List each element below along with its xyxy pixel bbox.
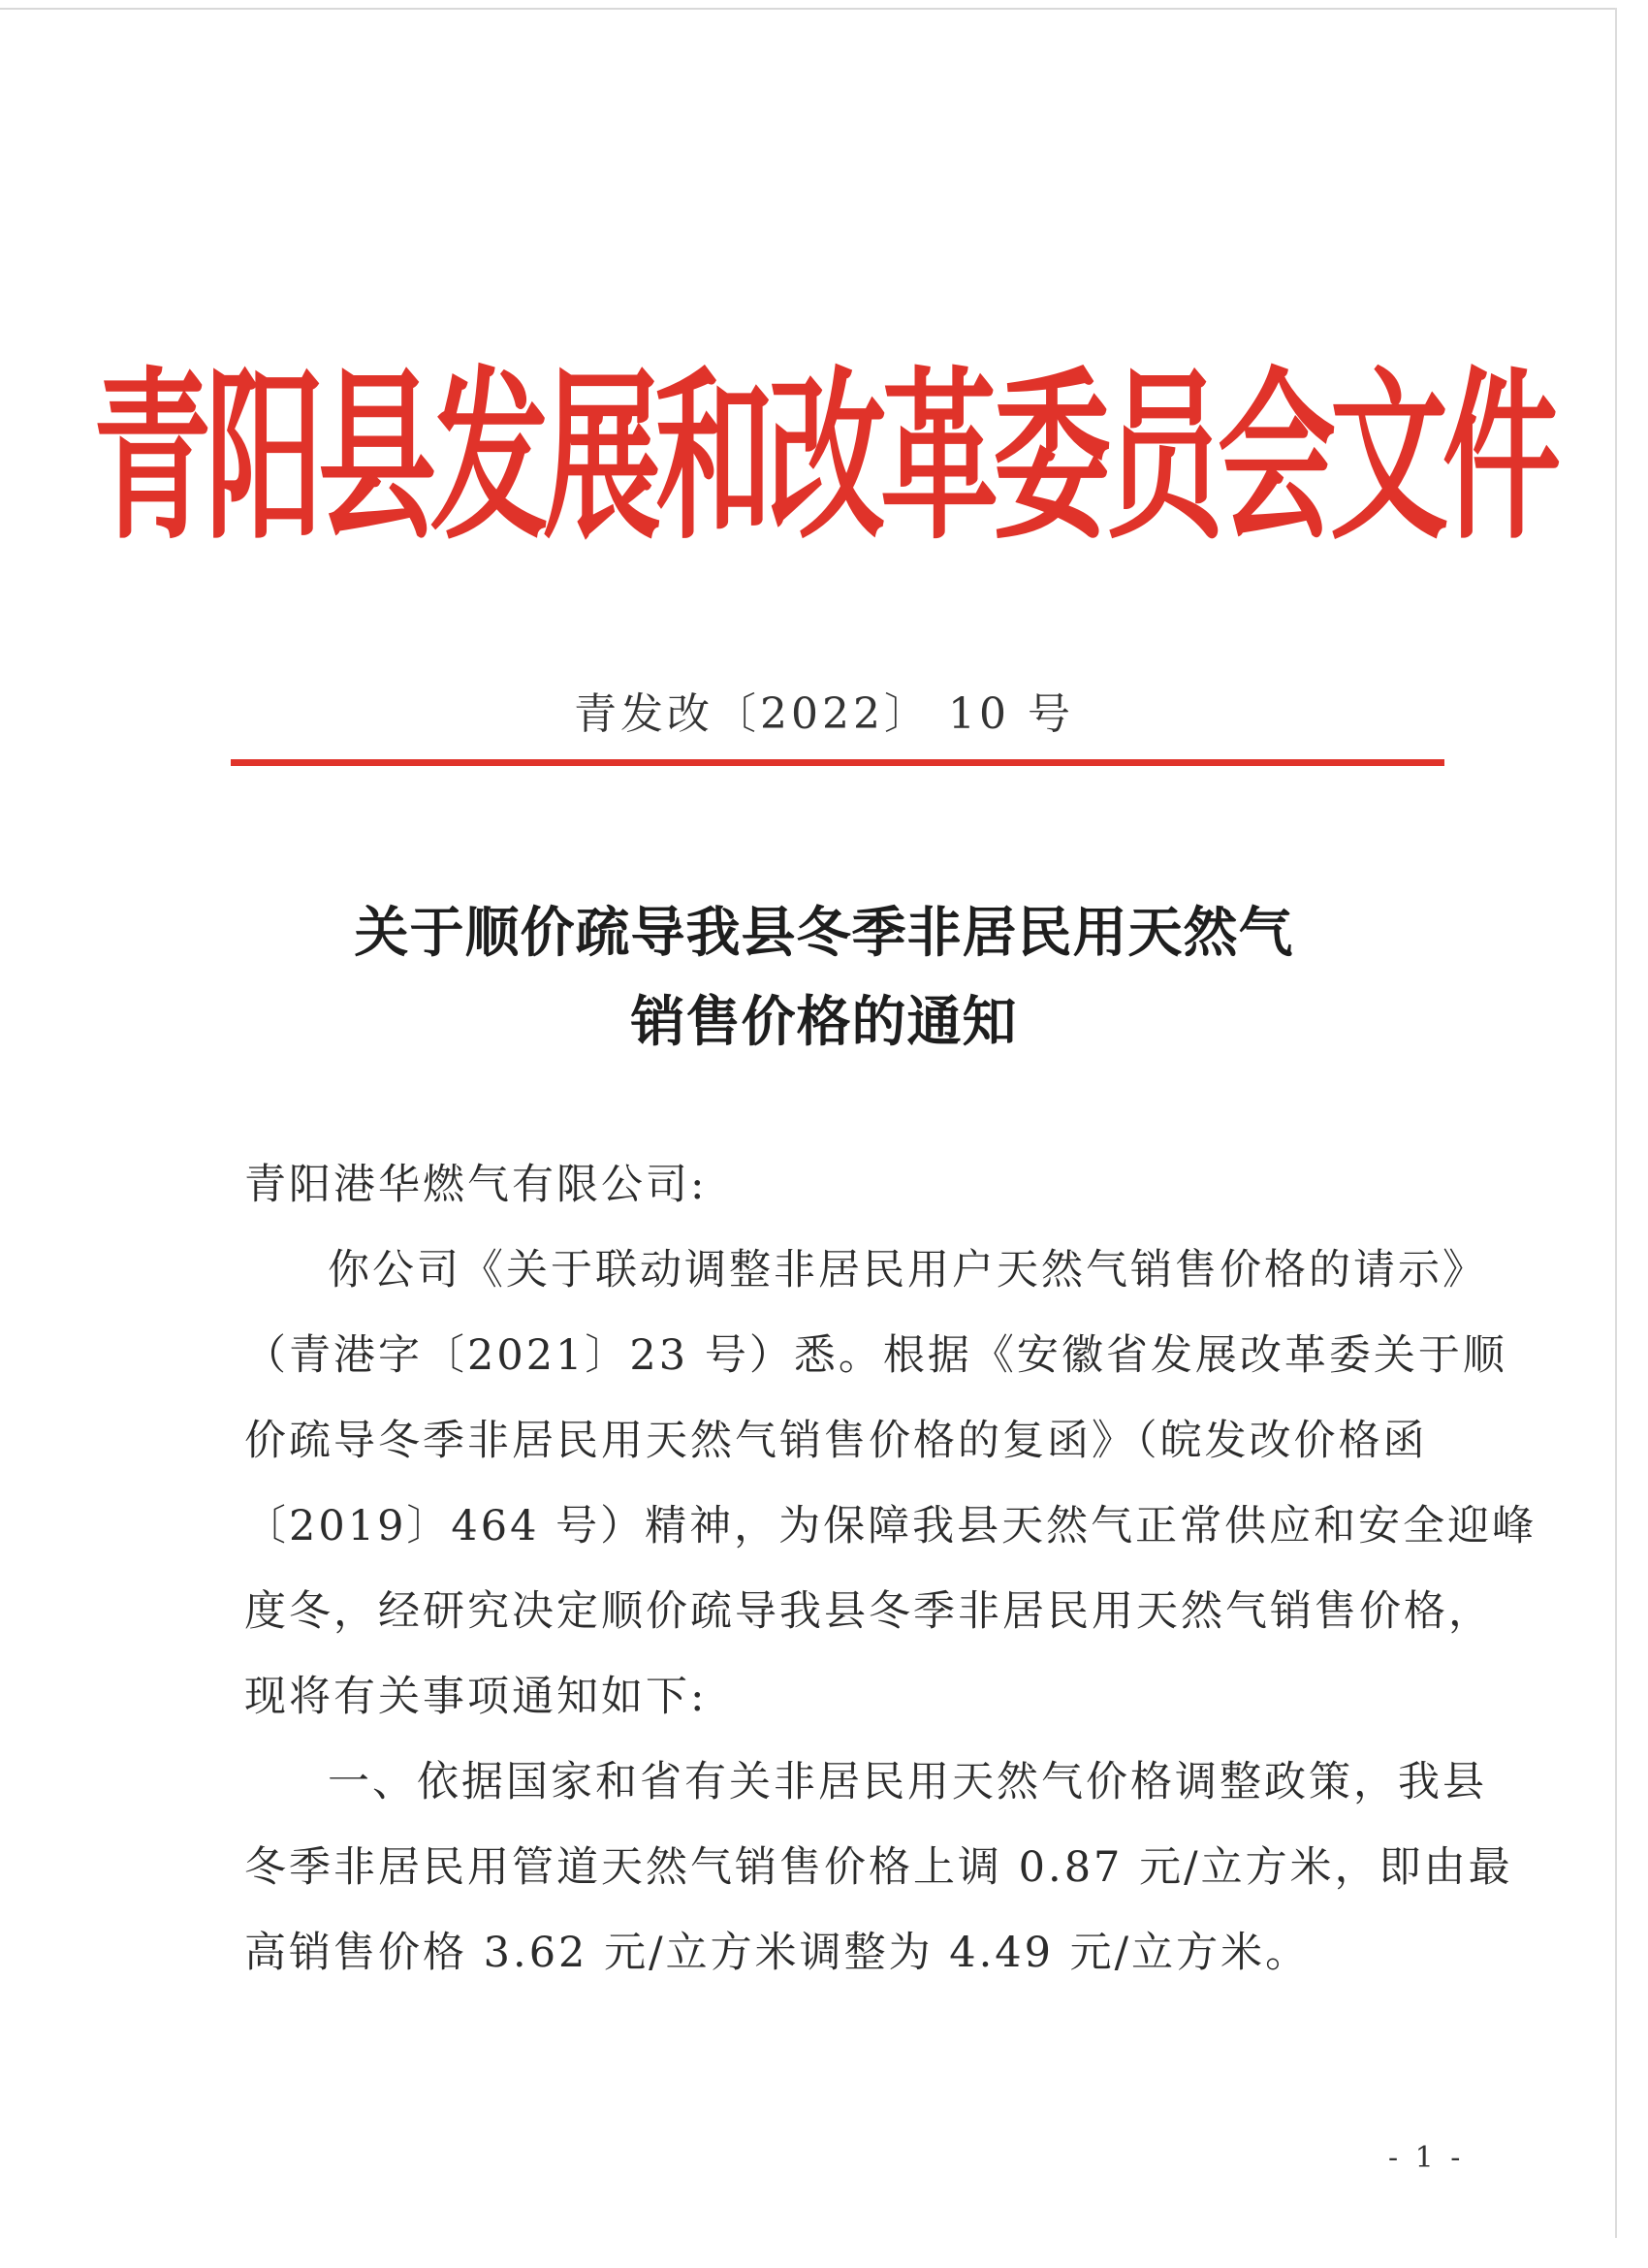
body-line-2: （青港字〔2021〕23 号）悉。根据《安徽省发展改革委关于顺 <box>244 1331 1507 1380</box>
masthead-title: 青阳县发展和改革委员会文件 <box>93 350 1555 564</box>
red-divider-rule <box>231 759 1444 766</box>
recipient: 青阳港华燃气有限公司: <box>244 1161 708 1209</box>
body-line-4: 〔2019〕464 号）精神，为保障我县天然气正常供应和安全迎峰 <box>244 1502 1537 1550</box>
scan-edge-top <box>0 8 1617 10</box>
body-line-1: 你公司《关于联动调整非居民用户天然气销售价格的请示》 <box>328 1246 1487 1294</box>
page-number: - 1 - <box>1388 2141 1465 2175</box>
notice-title-line-1: 关于顺价疏导我县冬季非居民用天然气 <box>354 901 1294 965</box>
body-line-6: 现将有关事项通知如下: <box>244 1673 708 1721</box>
body-line-7: 一、依据国家和省有关非居民用天然气价格调整政策，我县 <box>328 1758 1487 1806</box>
body-line-3: 价疏导冬季非居民用天然气销售价格的复函》（皖发改价格函 <box>244 1417 1428 1465</box>
scan-edge-right <box>1615 8 1617 2238</box>
document-number: 青发改〔2022〕 10 号 <box>574 689 1074 739</box>
body-line-9: 高销售价格 3.62 元/立方米调整为 4.49 元/立方米。 <box>244 1929 1311 1977</box>
body-line-5: 度冬，经研究决定顺价疏导我县冬季非居民用天然气销售价格， <box>244 1587 1493 1636</box>
notice-title-line-2: 销售价格的通知 <box>630 990 1018 1054</box>
body-line-8: 冬季非居民用管道天然气销售价格上调 0.87 元/立方米，即由最 <box>244 1843 1513 1892</box>
